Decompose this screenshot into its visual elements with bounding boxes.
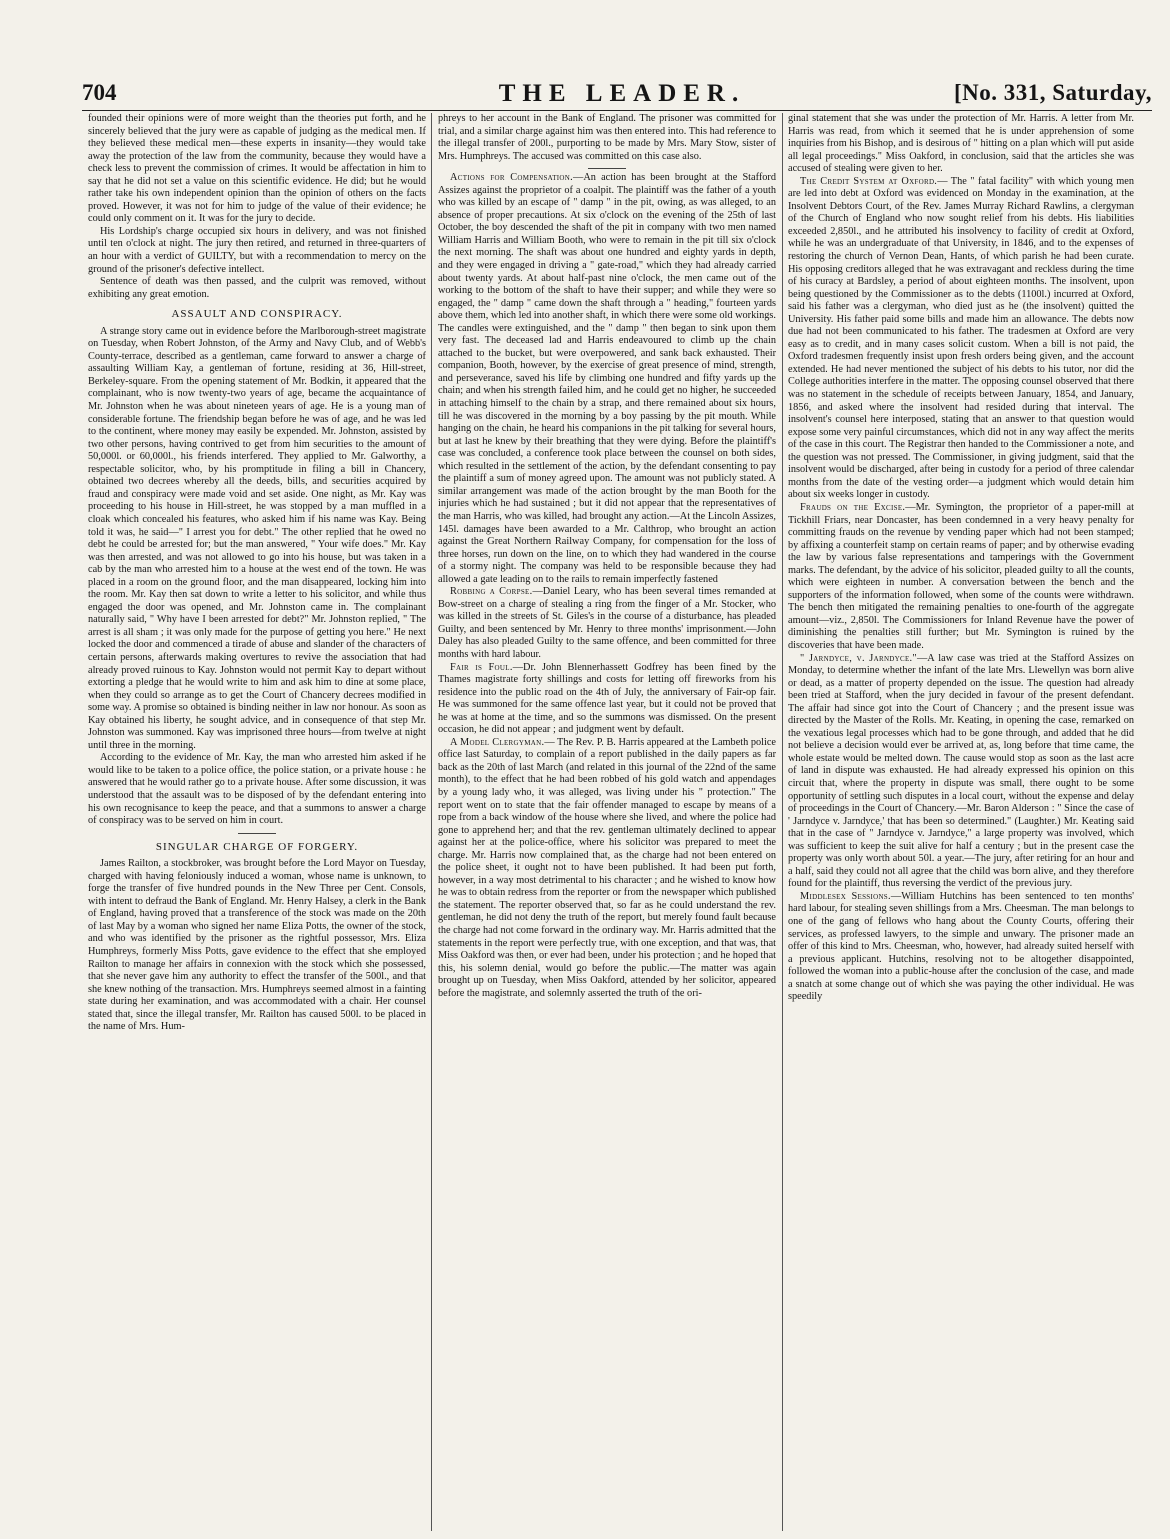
- paragraph-body: —An action has been brought at the Stafford Assizes against the proprietor of a coalpit. The plaintiff was the father of a youth who was killed by an escape of " damp " in the pit, owing, as was alleged, to an absence of proper precautions. At six o'clock on the evening of the 25th of last October, the boy descended the shaft of the pit in company with two men named William Harris and William Booth, who were to remain in the pit till six o'clock the next morning. The shaft was about one hundred and eighty yards in depth, and they were engaged in driving a " gate-road," which they had already carried about twenty yards. At about half-past nine o'clock, the men came out of the working to the bottom of the shaft to have their supper; and while they were so engaged, the " damp " came down the shaft through a " heading," fourteen yards above them, which led into another shaft, in which there were some old workings. The candles were extinguished, and the " damp " then began to sink upon them very fast. The deceased lad and Harris endeavoured to climb up the chain attached to the bucket, but were overpowered, and sank back exhausted. Their companion, Booth, however, by the exercise of great presence of mind, strength, and perseverance, saved his life by climbing one hundred and fifty yards up the chain; and when his strength failed him, and he could get no higher, he succeeded in attaching himself to the chain by a strap, and there remained about six hours, till he was discovered in the morning by a boy passing by the pit mouth. While hanging on the chain, he heard his companions in the pit talking for several hours, but at last he knew by their breathing that they were dying. Before the plaintiff's case was concluded, a conference took place between the counsel on both sides, which resulted in the settlement of the action, by the defendant consenting to pay the plaintiff a sum of money agreed upon. The amount was not publicly stated. A similar arrangement was made of the action brought by the man Booth for the injuries which he had sustained ; but it did not appear that the representatives of the man Harris, who was killed, had brought any action.—At the Lincoln Assizes, 145l. damages have been awarded to a Mr. Calthrop, who brought an action against the Great Northern Railway Company, for compensation for the loss of three horses, run down on the line, on to which they had wandered in the course of a stormy night. The company was held to be responsible because they had allowed a gate leading on to the rails to remain imperfectly fastened: [438, 172, 776, 585]
- paragraph-body: — The Rev. P. B. Harris appeared at the Lambeth police office last Saturday, to complain of a report published in the daily papers as far back as the 20th of last March (and related in this journal of the 22nd of the same month), to the effect that he had been robbed of his gold watch and appendages by a young lady who, it was alleged, was living under his " protection." The report went on to state that the fair offender managed to escape by means of a rope from a back window of the house where she lived, and where the police had gone to apprehend her; and that the rev. gentleman ultimately declined to appear against her at the police-office, where his solicitor was prepared to meet the charge. Mr. Harris now complained that, as the charge had not been entered on the police sheet, it ought not to have been published. It had been put forth, however, in a way most detrimental to his character ; and he wished to know how he was to obtain redress from the reporter or from the newspaper which published the statement. The reporter observed that, so far as he could understand the rev. gentleman, he did not deny the truth of the report, but merely found fault because the charge had not come forward in the ordinary way. Mr. Harris admitted that the statements in the report were perfectly true, with one exception, and that was, that Miss Oakford was then, or ever had been, under his protection ; and he hoped that this, his solemn denial, would go before the public.—The matter was again brought up on Tuesday, when Miss Oakford, attended by her solicitor, appeared before the magistrate, and solemnly asserted the truth of the ori-: [438, 736, 776, 999]
- page-number: 704: [82, 80, 117, 105]
- article-paragraph: Sentence of death was then passed, and the culprit was removed, without exhibiting any great emotion.: [88, 276, 426, 300]
- header-rule: [82, 110, 1152, 111]
- paragraph-lead: " Jarndyce, v. Jarndyce.": [800, 652, 917, 664]
- paragraph-body: —William Hutchins has been sentenced to ten months' hard labour, for stealing seven shillings from a Mrs. Cheesman. The man belongs to one of the gang of fellows who hang about the County Courts, offering their services, as professed lawyers, to the simple and unwary. The prisoner made an offer of this kind to Mrs. Cheesman, who, however, had already suited herself with a previous applicant. Hutchins, resolving not to be altogether disappointed, followed the woman into a public-house after the conclusion of the case, and made a snatch at some change out of which she was paying the other individual. He was speedily: [788, 890, 1134, 1003]
- article-paragraph: [438, 172, 776, 586]
- paragraph-lead: A Model Clergyman.: [450, 736, 545, 748]
- column-divider-1: [431, 113, 432, 1531]
- section-heading-assault: ASSAULT AND CONSPIRACY.: [171, 308, 343, 321]
- article-paragraph: James Railton, a stockbroker, was brought before the Lord Mayor on Tuesday, charged with having feloniously induced a woman, whose name is unknown, to forge the transfer of five hundred pounds in the New Three per Cent. Consols, with intent to defraud the Bank of England. Mr. Henry Halsey, a clerk in the Bank of England, having proved that a transference of the stock was made on the 20th of last May by a woman who signed her name Eliza Potts, the owner of the stock, and who was identified by the prisoner as the rightful possessor, Mrs. Eliza Humphreys, formerly Miss Potts, gave evidence to the effect that she employed Railton to manage her affairs in connexion with the stock which she possessed, that she never gave him any authority to effect the transfer of the 500l., and that she knew nothing of the transaction. Mrs. Humphreys seemed almost in a fainting state during her examination, and was accommodated with a chair. Her counsel stated that, since the illegal transfer, Mr. Railton has caused 500l. to be placed in the name of Mrs. Hum-: [88, 858, 426, 1033]
- article-paragraph: His Lordship's charge occupied six hours in delivery, and was not finished until ten o'clock at night. The jury then retired, and returned in three-quarters of an hour with a verdict of GUILTY, but with a recommendation to mercy on the ground of the prisoner's defective intellect.: [88, 225, 426, 275]
- paragraph-lead: Frauds on the Excise.: [800, 501, 906, 513]
- article-paragraph: [788, 891, 1134, 1004]
- paragraph-body: —Mr. Symington, the proprietor of a paper-mill at Tickhill Friars, near Doncaster, has been condemned in a very heavy penalty for committing frauds on the revenue by vending paper which had not been stamped; by affixing a counterfeit stamp on certain reams of paper; and by otherwise evading the law by various false representations and tamperings with the Government marks. The defendant, by the advice of his solicitor, pleaded guilty to all the counts, which were eighteen in number. A conversation between the bench and the supporters of the information followed, when some of the counts were withdrawn. The bench then mitigated the remaining penalties to one-fourth of the aggregate amount—viz., 2,850l. The Commissioners for Inland Revenue have the power of diminishing the penalties still further; but Mr. Symington is ruined by the discoveries that have been made.: [788, 501, 1134, 651]
- section-divider: [588, 168, 626, 169]
- paragraph-body: — The " fatal facility" with which young men are led into debt at Oxford was evidenced on Monday in the examination, at the Insolvent Debtors Court, of the Rev. James Murray Richard Rawlins, a clergyman of the Church of England who now sought relief from his debts. His liabilities exceeded 2,850l., and he attributed his insolvency to facility of credit at Oxford, while he was an undergraduate of that University, in 1846, and to the expenses of restoring the church of Vernon Dean, Hants, of which parish he had been curate. His opposing creditors alleged that he was extravagant and reckless during the time of his curacy at Bardsley, a period of about eighteen months. The insolvent, upon being questioned by the Commissioner as to the debts (1100l.) incurred at Oxford, said his father was a clergyman, who died just as he (the insolvent) quitted the University. His father paid some bills and made him an allowance. The debts now due had not been communicated to his father. The tradesmen at Oxford are very easy as to credit, and in many cases solicit custom. When a bill is not paid, the Oxford tradesmen frequently insist upon fresh orders being given, and the account extended. He had never mentioned the subject of his debts to his tutor, nor did the College authorities interfere in the matter. The opposing counsel observed that there was no statement in the schedule of receipts between January, 1854, and January, 1856, and asked where the insolvent had resided during that interval. The insolvent's counsel here interposed, stating that an answer to that question would expose some very painful circumstances, which did not in any way affect the merits of the case in this court. The Registrar then handed to the Commissioner a note, and the question was not pressed. The Commissioner, in giving judgment, said that the insolvent would be discharged, after being in custody for a period of three calendar months from the date of the vesting order—a judgment which would detain him about six weeks longer in custody.: [788, 175, 1134, 501]
- article-paragraph: phreys to her account in the Bank of England. The prisoner was committed for trial, and a similar charge against him was then entered into. This had reference to the illegal transfer of 200l., purporting to be made by Mrs. Mary Stow, sister of Mrs. Humphreys. The accused was committed on this case also.: [438, 113, 776, 162]
- article-paragraph: [788, 502, 1134, 653]
- paragraph-body: —A law case was tried at the Stafford Assizes on Monday, to determine whether the infant of the late Mrs. Llewellyn was born alive or dead, as a matter of property depended on the issue. The question had already been tried at Stafford, when the jury decided in favour of the present defendant. The affair had since got into the Court of Chancery ; and the present issue was directed by the Master of the Rolls. Mr. Keating, in opening the case, remarked on the vexatious legal processes which had to be gone through, and added that he did not believe a decision would ever be arrived at, as, long before that time came, the whole estate would be melted down. The cause would stop as soon as the last acre of land in dispute was exhausted. He had already expressed his opinion on this circuit that, where the property in dispute was small, there ought to be some opportunity of settling such disputes in a local court, without the expense and delay of proceedings in the Court of Chancery.—Mr. Baron Alderson : " Since the case of ' Jarndyce v. Jarndyce,' that has been so determined." (Laughter.) Mr. Keating said that in the case of " Jarndyce v. Jarndyce," a large property was involved, which was sufficient to keep the suit alive for half a century ; but in the present case the property was only worth about 50l. a year.—The jury, after retiring for an hour and a half, said they could not all agree that the child was born alive, and they therefore found for the plaintiff, thus reversing the verdict of the previous jury.: [788, 652, 1134, 890]
- newspaper-title: THE LEADER.: [498, 80, 746, 107]
- section-divider: [238, 833, 276, 834]
- article-paragraph: founded their opinions were of more weight than the theories put forth, and he sincerely believed that the jury were as capable of judging as the medical men. If they believed these medical men—these experts in insanity—they would take away the protection of the law from the community, because they would have a check less to prevent the commission of crimes. It would be affectation in him to say that he did not set a value on this scientific evidence. He did; but he would rather take his own independent opinion than the opinion of others on the facts proved. However, it was not for him to judge of the value of their evidence; he could only comment on it. It was for the jury to decide.: [88, 113, 426, 225]
- paragraph-body: —Daniel Leary, who has been several times remanded at Bow-street on a charge of stealing a ring from the finger of a Mr. Stocker, who was killed in the streets of St. Giles's in the course of a disturbance, has pleaded Guilty, and been sentenced by Mr. Henry to three months' imprisonment.—John Daley has also pleaded Guilty to the same offence, and been committed for three months with hard labour.: [438, 586, 776, 660]
- article-paragraph: [438, 662, 776, 737]
- column-1: [88, 113, 426, 1531]
- masthead: [82, 80, 1162, 110]
- article-paragraph: [788, 176, 1134, 502]
- paragraph-lead: Middlesex Sessions.: [800, 890, 891, 902]
- paragraph-lead: Fair is Foul.: [450, 661, 513, 673]
- issue-info: [No. 331, Saturday,: [954, 80, 1152, 105]
- paragraph-lead: The Credit System at Oxford.: [800, 175, 938, 187]
- column-divider-2: [782, 113, 783, 1531]
- section-heading-forgery: SINGULAR CHARGE OF FORGERY.: [155, 840, 359, 853]
- article-paragraph: ginal statement that she was under the protection of Mr. Harris. A letter from Mr. Harris was read, from which it seemed that he is under apprehension of some inquiries from his Bishop, and is desirous of " hitting on a plan which will put aside all legal proceedings." Miss Oakford, in conclusion, said that the articles she was accused of stealing were given to her.: [788, 113, 1134, 175]
- column-2: [438, 113, 776, 1531]
- article-paragraph: [438, 737, 776, 1000]
- article-paragraph: [438, 586, 776, 661]
- paragraph-body: —Dr. John Blennerhassett Godfrey has been fined by the Thames magistrate forty shillings and costs for letting off fireworks from his residence into the public road on the 4th of July, the anniversary of Fair-op fair. He was summoned for the same offence last year, but it could not be proved that he was at home at the time, and so the summons was dismissed. On the present occasion, he did not appear ; and judgment went by default.: [438, 661, 776, 736]
- article-paragraph: [788, 653, 1134, 891]
- paragraph-lead: Actions for Compensation.: [450, 172, 574, 184]
- article-paragraph: According to the evidence of Mr. Kay, the man who arrested him asked if he would like to be taken to a police office, the police station, or a private house : he answered that he would rather go to a private house. After some discussion, it was understood that the assault was to be disposed of by the defendant entering into his own recognisance to keep the peace, and that a summons to answer a charge of conspiracy was to be served on him in court.: [88, 752, 426, 827]
- paragraph-lead: Robbing a Corpse.: [450, 586, 533, 598]
- column-3: [788, 113, 1134, 1531]
- article-paragraph: A strange story came out in evidence before the Marlborough-street magistrate on Tuesday, when Robert Johnston, of the Army and Navy Club, and of Webb's County-terrace, described as a gentleman, came forward to answer a charge of assaulting William Kay, a gentleman of fortune, residing at 36, Hill-street, Berkeley-square. From the opening statement of Mr. Bodkin, it appeared that the complainant, who is now twenty-two years of age, became the acquaintance of Mr. Johnston when he was about nineteen years of age. He is a young man of considerable fortune. The friendship began before he was of age, and he was led to the continent, where money may easily be expended. Mr. Johnston, assisted by two other persons, having contrived to get from him securities to the amount of 50,000l. or 60,000l., his friends interfered. They applied to Mr. Galworthy, a respectable solicitor, who, by his promptitude in filing a bill in Chancery, obtained two decrees whereby all the deeds, bills, and securities acquired by fraud and conspiracy were made void and set aside. One night, as Mr. Kay was proceeding to his house in Hill-street, he was stopped by a man muffled in a cloak which concealed his features, who asked him if his name was Kay. Being told it was, he said—" I arrest you for debt." The other replied that he owed no debt he could be arrested for; but the man answered, " Your wife does." Mr. Kay was then arrested, and was not allowed to go into his house, but was taken in a cab by the man who arrested him to a house at the west end of the town. He was placed in a room on the ground floor, and the man disappeared, locking him into the room. Mr. Kay then sat down to write a letter to his solicitor, and while thus engaged the door was opened, and Mr. Johnston came in. The complainant naturally said, " Why have I been arrested for debt?" Mr. Johnston replied, " The arrest is all sham ; it was only made for the purpose of getting you here." He next locked the door and commenced a tirade of abuse and slander of the characters of certain persons, afterwards making overtures to revive the association that had already proved ruinous to Kay. Johnston would not permit Kay to depart without extorting a pledge that he would write to him and ask him to dine at some place, when they could so arrange as to get the Court of Chancery decrees modified in some way. A promise so obtained is binding neither in law nor honour. As soon as Kay obtained his liberty, he sought advice, and in consequence of that step Mr. Johnston was summoned. Kay was imprisoned three hours—from twelve at night until three in the morning.: [88, 325, 426, 751]
